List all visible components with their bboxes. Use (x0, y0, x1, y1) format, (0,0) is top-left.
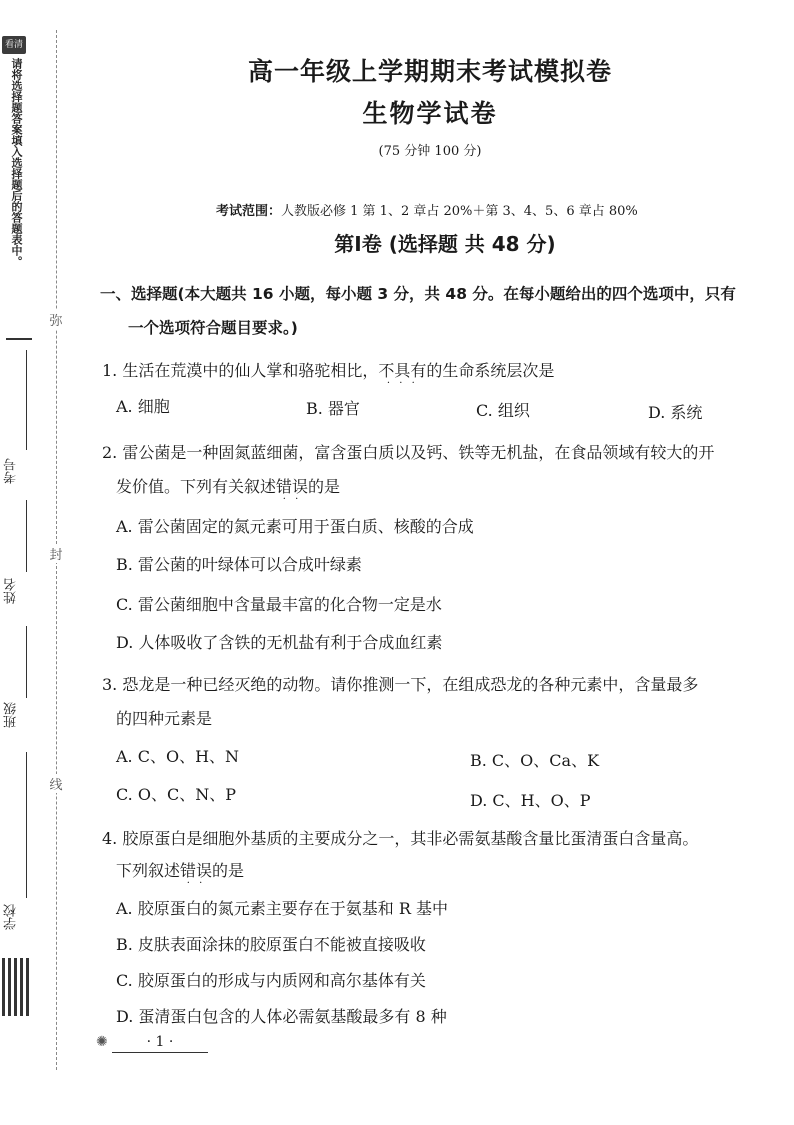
class-line (26, 626, 27, 698)
field-class: 班级 (4, 702, 19, 728)
q1-stem-after: 的生命系统层次是 (426, 361, 555, 380)
q2-option-c: C. 雷公菌细胞中含量最丰富的化合物一定是水 (116, 595, 442, 614)
school-line (26, 752, 27, 898)
strip-tag: 看清 (2, 36, 26, 54)
question-1-stem (102, 358, 554, 381)
q4-emphasis: 错误 · · (180, 861, 212, 880)
question-2-stem-line2 (116, 474, 340, 497)
seal-char-mi: 弥 (48, 310, 64, 329)
q2-stem-before: 发价值。下列有关叙述 (116, 477, 277, 496)
exam-title: 高一年级上学期期末考试模拟卷 (247, 57, 612, 86)
q1-option-b: B. 器官 (306, 399, 360, 418)
question-2-stem-line1: 2. 雷公菌是一种固氮蓝细菌，富含蛋白质以及钙、铁等无机盐，在食品领域有较大的开 (102, 443, 715, 462)
q1-option-c: C. 组织 (476, 401, 530, 420)
q4-option-b: B. 皮肤表面涂抹的胶原蛋白不能被直接吸收 (116, 935, 426, 954)
qr-code-icon (2, 958, 32, 1016)
name-line (26, 500, 27, 572)
scope-text: 人教版必修 1 第 1、2 章占 20%＋第 3、4、5、6 章占 80% (281, 204, 638, 219)
time-score: (75 分钟 100 分) (378, 144, 482, 159)
q2-option-a: A. 雷公菌固定的氮元素可用于蛋白质、核酸的合成 (116, 517, 474, 536)
seal-char-feng: 封 (48, 544, 64, 563)
question-4-stem-line1: 4. 胶原蛋白是细胞外基质的主要成分之一，其非必需氨基酸含量比蛋清蛋白含量高。 (102, 829, 699, 848)
q3-option-c: C. O、C、N、P (116, 785, 236, 804)
q1-option-a: A. 细胞 (116, 397, 170, 416)
exam-number-line (26, 350, 27, 450)
q2-stem-after: 的是 (308, 477, 341, 496)
answer-instruction: 请将选择题答案填入选择题后的答题表中。 (10, 58, 23, 267)
field-school: 学校 (4, 904, 19, 930)
part-title: 第Ⅰ卷 (选择题 共 48 分) (334, 232, 556, 256)
page-number: · 1 · (112, 1034, 208, 1053)
q1-option-d: D. 系统 (648, 403, 703, 422)
q2-emphasis: 错误 · · (276, 477, 308, 496)
question-3-stem-line1: 3. 恐龙是一种已经灭绝的动物。请你推测一下，在组成恐龙的各种元素中，含量最多 (102, 675, 699, 694)
q2-option-d: D. 人体吸收了含铁的无机盐有利于合成血红素 (116, 633, 443, 652)
q2-option-b: B. 雷公菌的叶绿体可以合成叶绿素 (116, 555, 362, 574)
q1-emphasis: 不具有 · · · (378, 361, 426, 380)
exam-subtitle: 生物学试卷 (362, 99, 498, 128)
q4-option-d: D. 蛋清蛋白包含的人体必需氨基酸最多有 8 种 (116, 1007, 447, 1026)
q3-option-b: B. C、O、Ca、K (470, 751, 600, 770)
question-4-stem-line2 (116, 858, 244, 881)
exam-scope (216, 200, 638, 219)
section-heading-line1: 一、选择题(本大题共 16 小题，每小题 3 分，共 48 分。在每小题给出的四个选项中，只有 (100, 285, 736, 303)
q4-option-a: A. 胶原蛋白的氮元素主要存在于氨基和 R 基中 (116, 899, 448, 918)
q4-stem-after: 的是 (212, 861, 245, 880)
section-heading-line2: 一个选项符合题目要求。) (128, 319, 298, 337)
field-exam-number: 考号 (4, 458, 19, 484)
q4-stem-before: 下列叙述 (116, 861, 181, 880)
q3-option-d: D. C、H、O、P (470, 791, 591, 810)
q4-option-c: C. 胶原蛋白的形成与内质网和高尔基体有关 (116, 971, 426, 990)
q3-option-a: A. C、O、H、N (116, 747, 240, 766)
question-3-stem-line2: 的四种元素是 (116, 709, 213, 728)
binding-strip (0, 0, 46, 1125)
bulb-icon: ✺ (96, 1034, 108, 1050)
seal-char-xian: 线 (48, 774, 64, 793)
q1-stem-before: 1. 生活在荒漠中的仙人掌和骆驼相比， (102, 361, 379, 380)
strip-divider (6, 338, 32, 340)
field-name: 姓名 (4, 578, 19, 604)
scope-label: 考试范围： (216, 204, 282, 219)
